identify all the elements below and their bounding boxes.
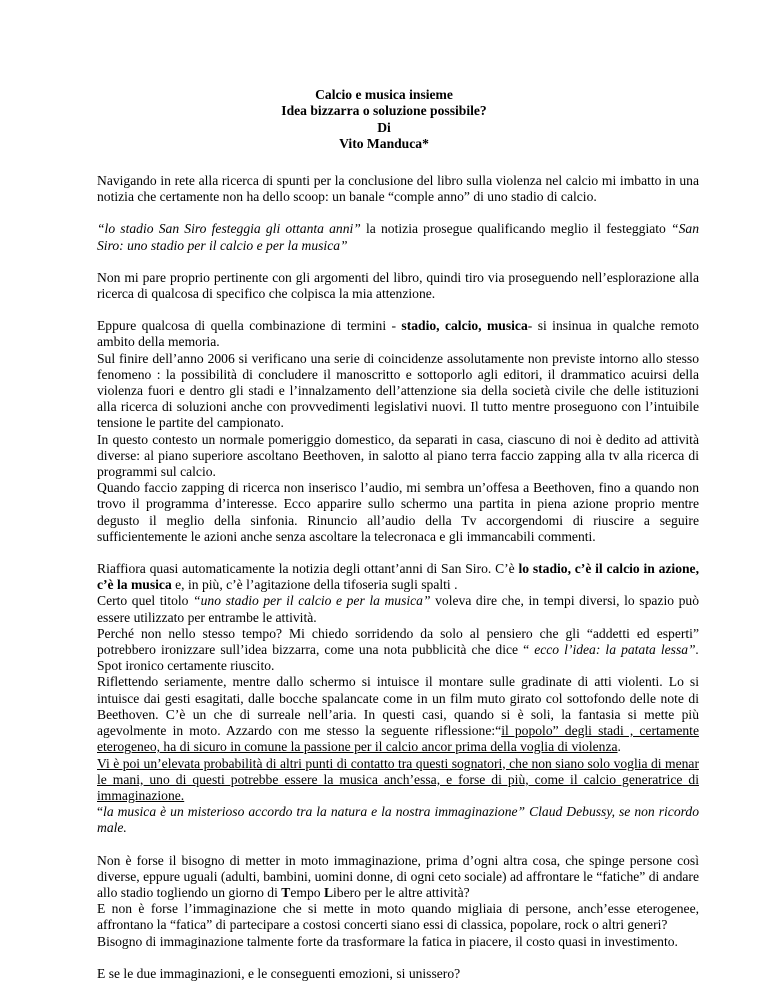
title-line: Calcio e musica insieme (315, 87, 453, 102)
paragraph: Eppure qualcosa di quella combinazione di termini - stadio, calcio, musica- si insinua in qualche remoto ambito della memoria. (97, 318, 699, 350)
paragraph: E se le due immaginazioni, e le conseguenti emozioni, si unissero? (97, 965, 461, 981)
quote: ecco l’idea: la patata lessa”. (534, 642, 700, 658)
paragraph: Non mi pare proprio pertinente con gli argomenti del libro, quindi tiro via proseguendo nell’esplorazione alla ricerca di qualcosa di specifico che colpisca la mia attenzione. (97, 269, 699, 302)
quote: “San Siro: uno stadio per il calcio e per la musica” (97, 221, 699, 253)
paragraph: Navigando in rete alla ricerca di spunti per la conclusione del libro sulla violenza nel calcio mi imbatto in una notizia che certamente non ha dello scoop: un banale “comple anno” di uno stadio di calcio. (97, 173, 699, 205)
underlined-paragraph: Vi è poi un’elevata probabilità di altri punti di contatto tra questi sognatori, che non siano solo voglia di menar le mani, uno di questi potrebbe essere la musica anch’essa, e forse di più, come il calcio generatrice di immaginazione. (97, 755, 699, 803)
by-line: Di (377, 119, 391, 135)
emphasis: c’è la musica (97, 577, 172, 593)
quote: “uno stadio per il calcio e per la musica” (193, 593, 431, 609)
paragraph: E non è forse l’immaginazione che si mette in moto quando migliaia di persone, anch’esse eterogenee, affrontano la “fatica” di partecipare a costosi concerti siano essi di classica, popolare, rock o altri generi? (97, 901, 699, 933)
paragraph: Quando faccio zapping di ricerca non inserisco l’audio, mi sembra un’offesa a Beethoven, fino a quando non trovo il programma d’interesse. Ecco apparire sullo schermo una partita in piena azione proprio mentre degusto il meglio della sinfonia. Rinuncio all’audio della Tv accorgendomi di riuscire a seguire sufficientemente le azioni anche senza ascoltare la telecronaca e gli immancabili commenti. (97, 480, 699, 544)
quote: “lo stadio San Siro festeggia gli ottanta anni” (97, 221, 361, 237)
subtitle-line: Idea bizzarra o soluzione possibile? (281, 103, 487, 119)
paragraph: Riaffiora quasi automaticamente la notizia degli ottant’anni di San Siro. C’è lo stadio, c’è il calcio in azione, c’è la musica e, in più, c’è l’agitazione della tifoseria sugli spalti . (97, 561, 699, 593)
underlined-text: il popolo” degli stadi , certamente eterogeneo, ha di sicuro in comune la passione per il calcio ancor prima della voglia di violenza (97, 723, 699, 755)
paragraph: Bisogno di immaginazione talmente forte da trasformare la fatica in piacere, il costo quasi in investimento. (97, 933, 678, 949)
paragraph: Perché non nello stesso tempo? Mi chiedo sorridendo da solo al pensiero che gli “addetti ed esperti” potrebbero ironizzare sull’idea bizzarra, come una nota pubblicità che dice “ ecco l’idea: la patata lessa”. Spot ironico certamente riuscito. (97, 625, 700, 674)
paragraph: Non è forse il bisogno di metter in moto immaginazione, prima d’ogni altra cosa, che spinge persone così diverse, eppure uguali (adulti, bambini, uomini donne, di ogni ceto sociale) ad affrontare le “fatiche” di andare allo stadio togliendo un giorno di Tempo Libero per le altre attività? (97, 852, 699, 900)
paragraph: “lo stadio San Siro festeggia gli ottanta anni” la notizia prosegue qualificando meglio il festeggiato “San Siro: uno stadio per il calcio e per la musica” (97, 221, 699, 253)
paragraph: Certo quel titolo “uno stadio per il calcio e per la musica” voleva dire che, in tempi diversi, lo spazio può essere utilizzato per entrambe le attività. (97, 593, 699, 625)
paragraph: Sul finire dell’anno 2006 si verificano una serie di coincidenze assolutamente non previste intorno allo stesso fenomeno : la possibilità di concludere il manoscritto e sottoporlo agli editori, il drammatico acuirsi della violenza fuori e dentro gli stadi e l’innalzamento dell’attenzione sia della società civile che delle istituzioni alla ricerca di soluzioni anche con provvedimenti legislativi nuovi. Il tutto mentre proseguono con l’intuibile tensione le partite del campionato. (97, 350, 699, 431)
paragraph: “la musica è un misterioso accordo tra la natura e la nostra immaginazione” Claud Debussy, se non ricordo male. (97, 804, 699, 836)
document-body (97, 173, 699, 982)
paragraph: Riflettendo seriamente, mentre dallo schermo si intuisce il montare sulle gradinate di atti violenti. Lo si intuisce dai gesti esagitati, dalle bocche spalancate come in un film muto girato col sottofondo delle note di Beethoven. C’è un che di surreale nell’aria. In questi casi, quando si è soli, la fantasia si mette più agevolmente in moto. Azzardo con me stesso la seguente riflessione:“il popolo” degli stadi , certamente eterogeneo, ha di sicuro in comune la passione per il calcio ancor prima della voglia di violenza. (97, 674, 699, 755)
document-title (0, 87, 768, 153)
author-name: Vito Manduca* (339, 136, 429, 152)
quote: la musica è un misterioso accordo tra la natura e la nostra immaginazione” Claud Debussy, se non ricordo male. (97, 804, 699, 836)
emphasis: lo stadio, c’è il calcio in azione (518, 561, 696, 577)
paragraph: In questo contesto un normale pomeriggio domestico, da separati in casa, ciascuno di noi è dedito ad attività diverse: al piano superiore ascoltano Beethoven, in salotto al piano terra faccio zapping alla tv alla ricerca di programmi sul calcio. (97, 431, 699, 480)
emphasis: stadio, calcio, musica (401, 318, 528, 334)
